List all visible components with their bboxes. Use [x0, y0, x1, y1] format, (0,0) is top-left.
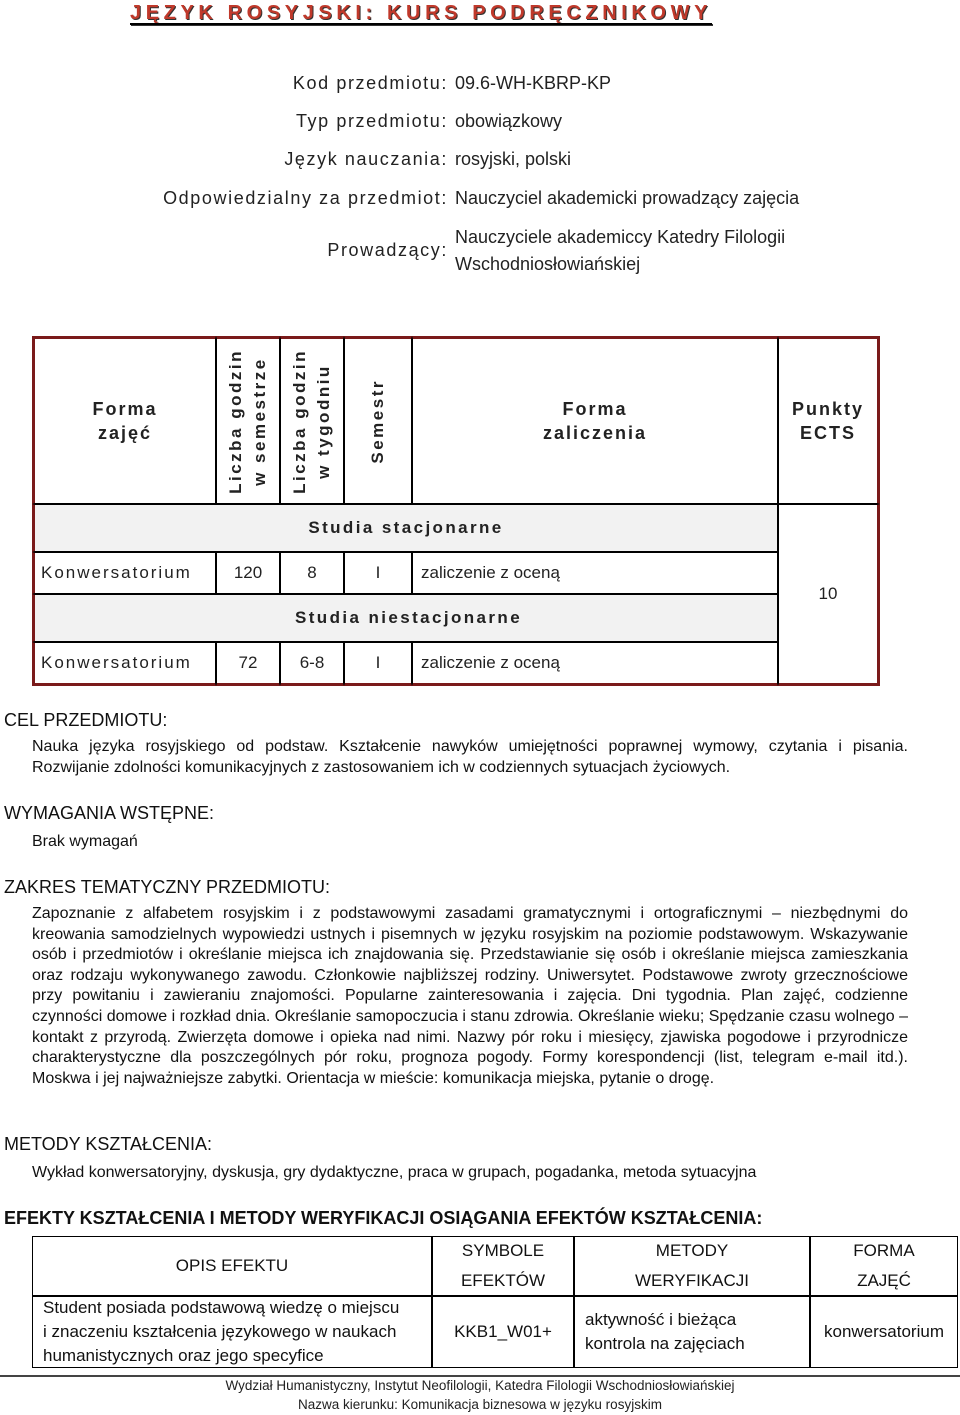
metody-text: Wykład konwersatoryjny, dyskusja, gry dydaktyczne, praca w grupach, pogadanka, metoda sytuacyjna: [32, 1164, 757, 1181]
efekty-row-forma: konwersatorium: [810, 1296, 958, 1368]
efekty-row-metody: aktywność i bieżąca kontrola na zajęciach: [574, 1296, 810, 1368]
header-forma-zaliczenia: Forma zaliczenia: [412, 336, 778, 504]
wymagania-heading: WYMAGANIA WSTĘPNE:: [4, 803, 215, 823]
kod-label: Kod przedmiotu:: [292, 73, 448, 93]
header-liczba-godzin-tydzien: Liczba godzin w tygodniu: [280, 336, 344, 504]
prowadzacy-label: Prowadzący:: [327, 240, 448, 260]
odpowiedzialny-value: Nauczyciel akademicki prowadzący zajęcia: [455, 188, 800, 208]
efekty-table: [32, 1236, 958, 1368]
row2-godz-tyg: 6-8: [280, 642, 344, 686]
row2-zaliczenie: zaliczenie z oceną: [412, 642, 778, 686]
row2-godz-sem: 72: [216, 642, 280, 686]
document-title: JĘZYK ROSYJSKI: KURS PODRĘCZNIKOWY: [130, 2, 713, 24]
row1-godz-sem: 120: [216, 552, 280, 594]
row1-godz-tyg: 8: [280, 552, 344, 594]
jezyk-label: Język nauczania:: [284, 149, 448, 169]
header-semestr: Semestr: [344, 336, 412, 504]
prowadzacy-value-line1: Nauczyciele akademiccy Katedry Filologii: [455, 227, 786, 247]
footer-divider: [0, 1375, 960, 1377]
typ-label: Typ przedmiotu:: [295, 111, 448, 131]
row1-zaliczenie: zaliczenie z oceną: [412, 552, 778, 594]
efekty-col-symbole: SYMBOLE EFEKTÓW: [432, 1236, 574, 1296]
row2-semestr: I: [344, 642, 412, 686]
efekty-col-metody: METODY WERYFIKACJI: [574, 1236, 810, 1296]
section-studia-stacjonarne: Studia stacjonarne: [32, 504, 778, 552]
course-table: [32, 336, 880, 684]
odpowiedzialny-label: Odpowiedzialny za przedmiot:: [163, 188, 448, 208]
header-forma-zajec: Forma zajęć: [32, 336, 216, 504]
efekty-row-opis: Student posiada podstawową wiedzę o miejscu i znaczeniu kształcenia językowego w naukach humanistycznych oraz jego specyfice: [32, 1296, 432, 1368]
header-liczba-godzin-semestr: Liczba godzin w semestrze: [216, 336, 280, 504]
kod-value: 09.6-WH-KBRP-KP: [455, 73, 612, 93]
section-studia-niestacjonarne: [32, 594, 778, 642]
row2-forma: Konwersatorium: [32, 642, 216, 686]
footer-line1: Wydział Humanistyczny, Instytut Neofilologii, Katedra Filologii Wschodniosłowiańskiej: [225, 1378, 735, 1393]
metody-heading: METODY KSZTAŁCENIA:: [4, 1134, 213, 1154]
row1-semestr: I: [344, 552, 412, 594]
wymagania-text: Brak wymagań: [32, 833, 138, 850]
efekty-heading: EFEKTY KSZTAŁCENIA I METODY WERYFIKACJI OSIĄGANIA EFEKTÓW KSZTAŁCENIA:: [4, 1208, 763, 1228]
zakres-text: Zapoznanie z alfabetem rosyjskim i z podstawowymi zasadami gramatycznymi i ortograficznymi – niezbędnymi do kreowania samodzielnych wypowiedzi ustnych i pisemnych w języku rosyjskim na poziomie podstawowym. Wskazywanie osób i przedmiotów i określanie miejsca ich znajdowania się. Przedstawianie się osób i określanie miejsca zamieszkania oraz rodzaju wykonywanego zawodu. Członkowie najbliższej rodziny. Uniwersytet. Podstawowe zwroty grzecznościowe przy powitaniu i zawieraniu znajomości. Popularne zainteresowania i zajęcia. Dni tygodnia. Plan zajęć, codzienne czynności domowe i rozkład dnia. Określanie samopoczucia i stanu zdrowia. Określanie wieku; Spędzanie czasu wolnego – kontakt z przyrodą. Zwierzęta domowe i opieka nad nimi. Nazwy pór roku i miesięcy, zjawiska pogodowe i przyrodnicze charakterystyczne dla poszczególnych pór roku, prognoza pogody. Formy korespondencji (list, telegram e-mail itd.). Moskwa i jej najważniejsze zabytki. Orientacja w mieście: komunikacja miejska, pytanie o drogę.: [32, 905, 908, 1087]
header-punkty-ects: Punkty ECTS: [778, 336, 880, 504]
cel-heading: CEL PRZEDMIOTU:: [4, 710, 168, 730]
studia-niestacjonarne-label: Studia niestacjonarne: [295, 608, 523, 627]
efekty-col-forma: FORMA ZAJĘĆ: [810, 1236, 958, 1296]
footer-line2: Nazwa kierunku: Komunikacja biznesowa w języku rosyjskim: [298, 1397, 662, 1412]
zakres-heading: ZAKRES TEMATYCZNY PRZEDMIOTU:: [4, 877, 331, 897]
ects-value: 10: [778, 504, 880, 686]
typ-value: obowiązkowy: [455, 111, 563, 131]
efekty-row-symbol: KKB1_W01+: [432, 1296, 574, 1368]
row1-forma: Konwersatorium: [32, 552, 216, 594]
jezyk-value: rosyjski, polski: [455, 149, 572, 169]
cel-text: Nauka języka rosyjskiego od podstaw. Kształcenie nawyków umiejętności poprawnej wymowy, czytania i pisania. Rozwijanie zdolności komunikacyjnych z zastosowaniem ich w codziennych sytuacjach życiowych.: [32, 738, 908, 776]
efekty-col-opis: OPIS EFEKTU: [32, 1236, 432, 1296]
prowadzacy-value-line2: Wschodniosłowiańskiej: [455, 254, 641, 274]
